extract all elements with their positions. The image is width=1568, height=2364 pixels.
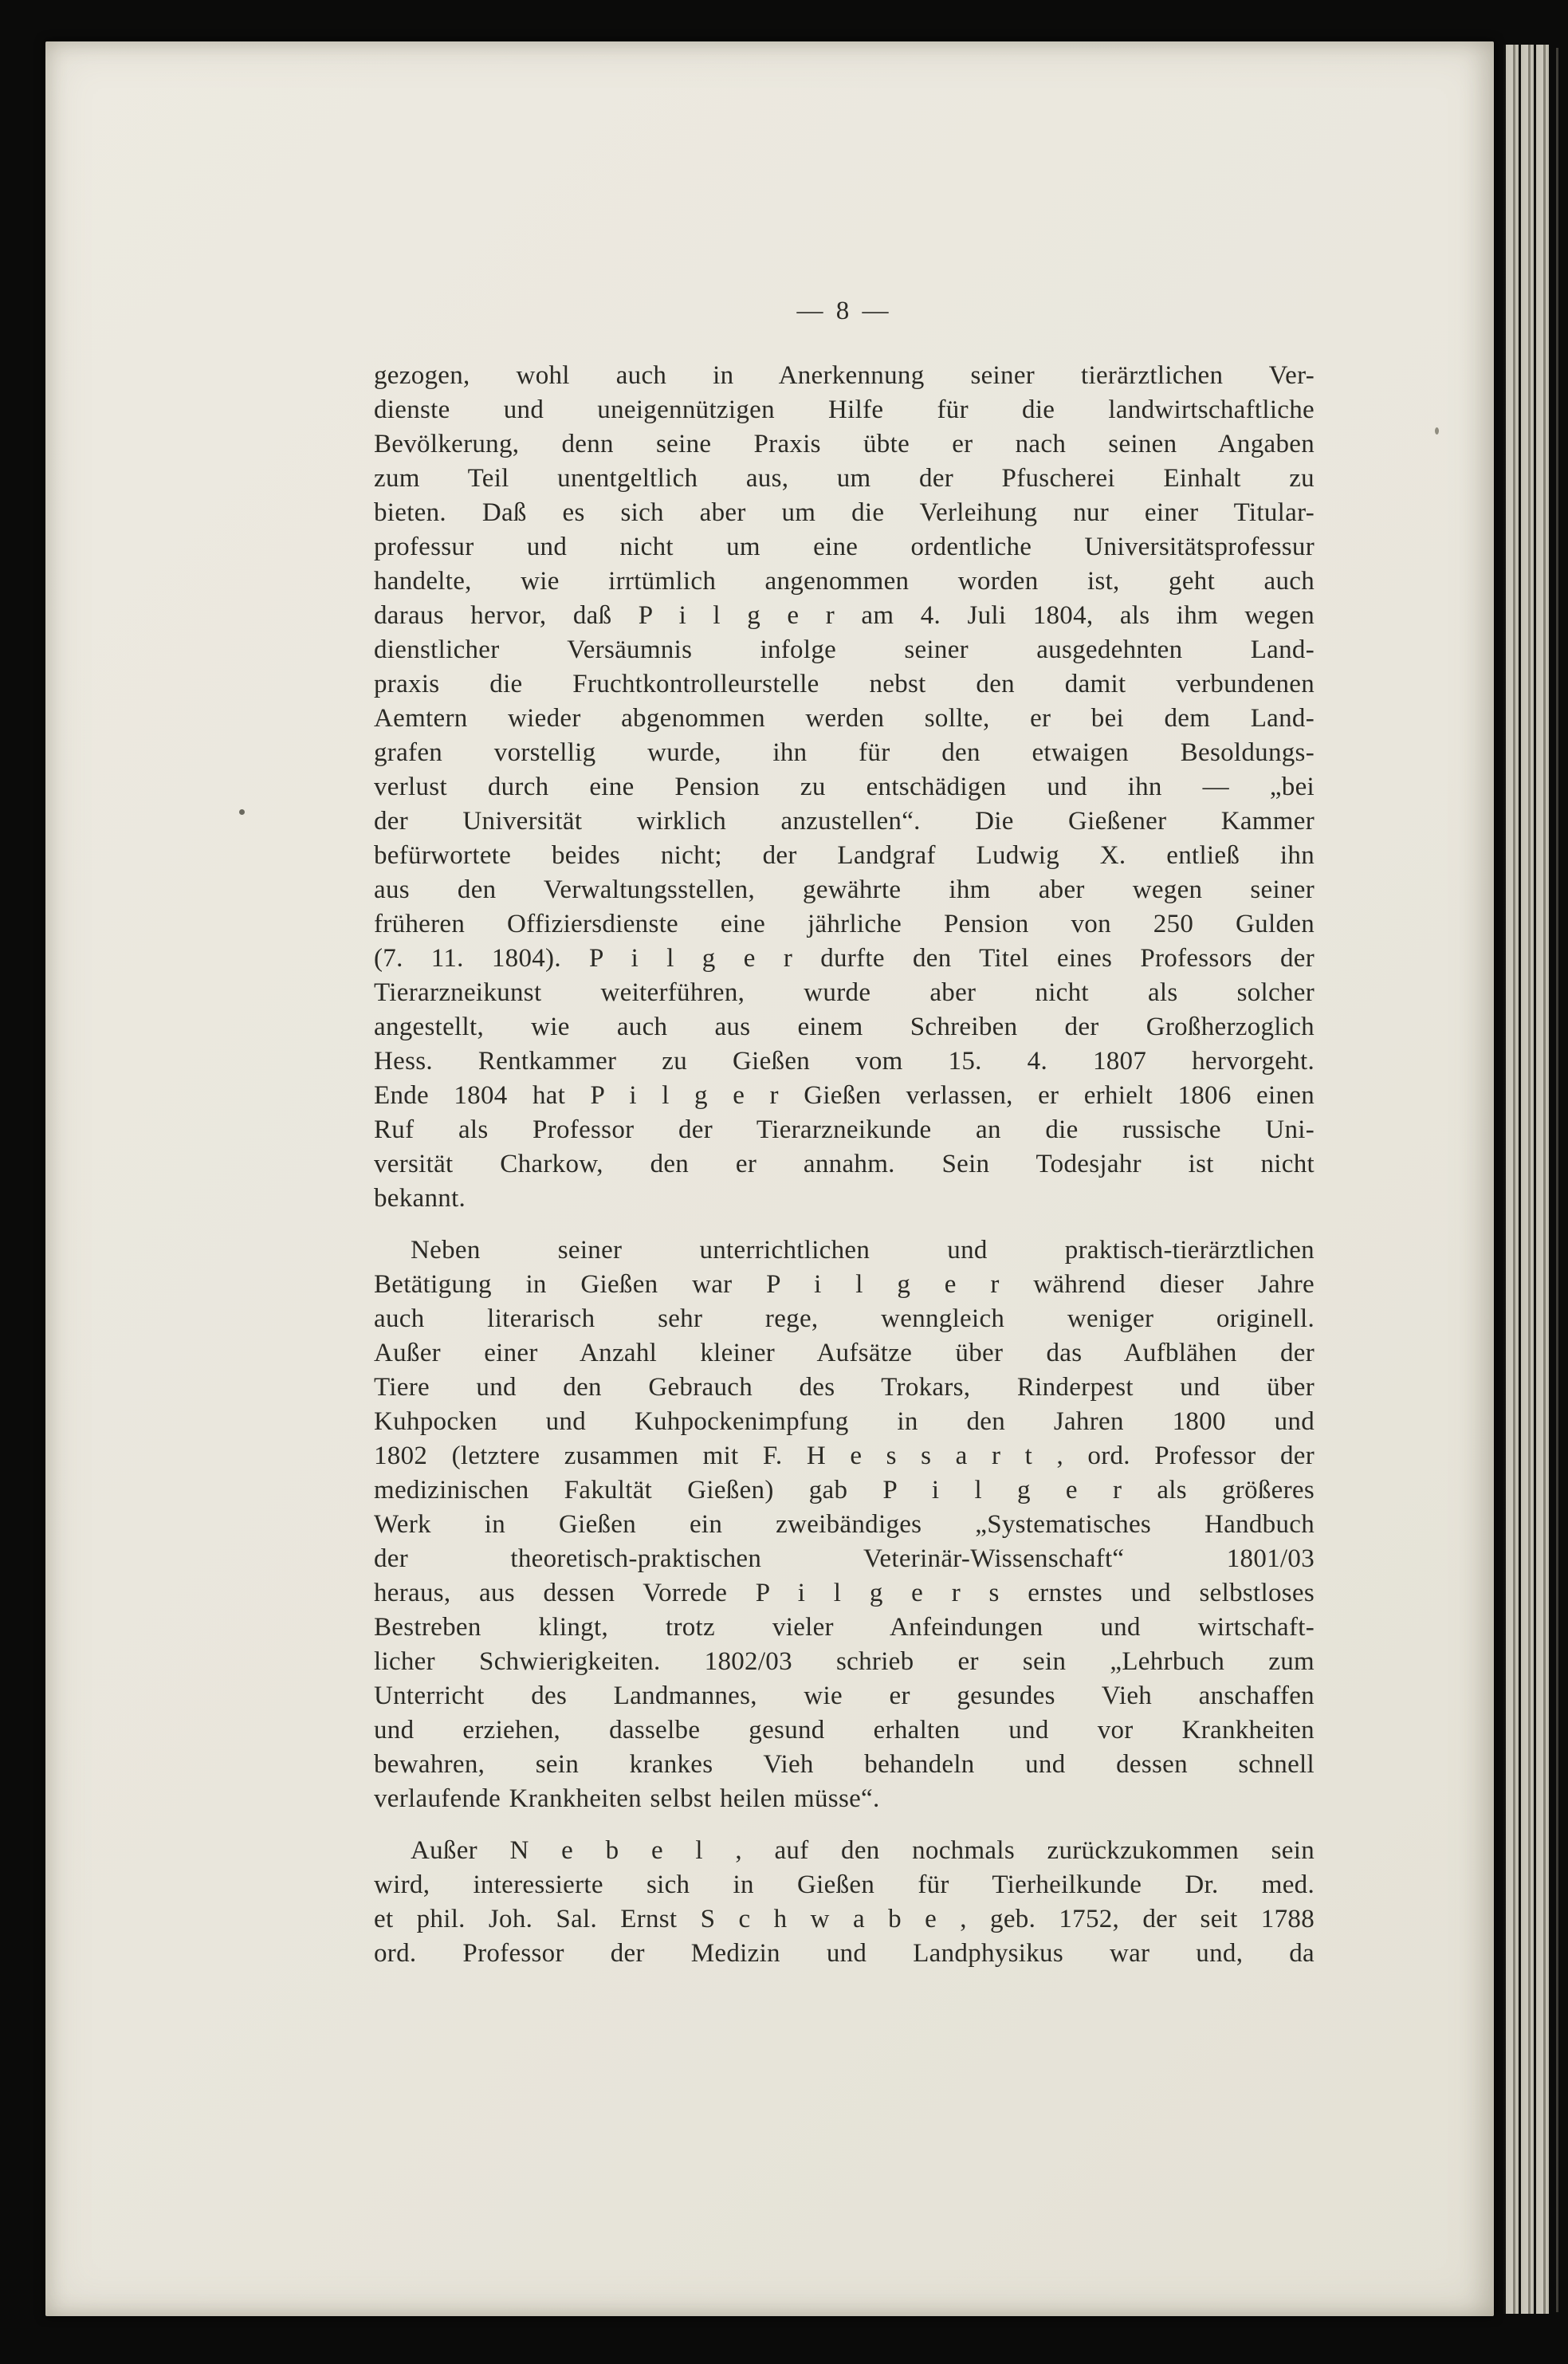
text-line: angestellt, wie auch aus einem Schreiben der Großherzoglich <box>374 1013 1315 1041</box>
text-line: Kuhpocken und Kuhpockenimpfung in den Jahren 1800 und <box>374 1407 1315 1436</box>
text-line: Außer einer Anzahl kleiner Aufsätze über das Aufblähen der <box>374 1339 1315 1367</box>
text-line: (7. 11. 1804). P i l g e r durfte den Titel eines Professors der <box>374 944 1315 973</box>
text-line: Tierarzneikunst weiterführen, wurde aber nicht als solcher <box>374 978 1315 1007</box>
text-line: Bevölkerung, denn seine Praxis übte er nach seinen Angaben <box>374 430 1315 458</box>
text-line: bewahren, sein krankes Vieh behandeln und dessen schnell <box>374 1750 1315 1779</box>
text-line: medizinischen Fakultät Gießen) gab P i l g e r als größeres <box>374 1476 1315 1505</box>
book-page-edges <box>1503 45 1550 2314</box>
page-text-block <box>374 359 1315 1971</box>
text-line: verlust durch eine Pension zu entschädigen und ihn — „bei <box>374 773 1315 801</box>
text-line: Bestreben klingt, trotz vieler Anfeindungen und wirtschaft- <box>374 1613 1315 1642</box>
book-page <box>45 41 1494 2316</box>
scan-artifact-speck <box>1435 427 1439 435</box>
text-line: verlaufende Krankheiten selbst heilen müsse“. <box>374 1784 880 1813</box>
text-line: dienste und uneigennützigen Hilfe für die landwirtschaftliche <box>374 395 1315 424</box>
text-line: ord. Professor der Medizin und Landphysikus war und, da <box>374 1939 1315 1968</box>
text-line: professur und nicht um eine ordentliche Universitätsprofessur <box>374 533 1315 561</box>
text-line: grafen vorstellig wurde, ihn für den etwaigen Besoldungs- <box>374 738 1315 767</box>
text-line: wird, interessierte sich in Gießen für Tierheilkunde Dr. med. <box>374 1870 1315 1899</box>
text-line: gezogen, wohl auch in Anerkennung seiner tierärztlichen Ver- <box>374 361 1315 390</box>
book-cover-edge <box>1556 48 1558 2312</box>
text-line: der Universität wirklich anzustellen“. Die Gießener Kammer <box>374 807 1315 836</box>
text-line: Unterricht des Landmannes, wie er gesundes Vieh anschaffen <box>374 1682 1315 1710</box>
text-line: handelte, wie irrtümlich angenommen worden ist, geht auch <box>374 567 1315 596</box>
text-line: Betätigung in Gießen war P i l g e r während dieser Jahre <box>374 1270 1315 1299</box>
text-line: Ruf als Professor der Tierarzneikunde an die russische Uni- <box>374 1115 1315 1144</box>
text-line: Hess. Rentkammer zu Gießen vom 15. 4. 1807 hervorgeht. <box>374 1047 1315 1076</box>
text-line: Werk in Gießen ein zweibändiges „Systematisches Handbuch <box>374 1510 1315 1539</box>
text-line: der theoretisch-praktischen Veterinär-Wissenschaft“ 1801/03 <box>374 1544 1315 1573</box>
text-line: zum Teil unentgeltlich aus, um der Pfuscherei Einhalt zu <box>374 464 1315 493</box>
text-line: versität Charkow, den er annahm. Sein Todesjahr ist nicht <box>374 1150 1315 1178</box>
text-line: bieten. Daß es sich aber um die Verleihung nur einer Titular- <box>374 498 1315 527</box>
text-line: Tiere und den Gebrauch des Trokars, Rinderpest und über <box>374 1373 1315 1402</box>
text-line: auch literarisch sehr rege, wenngleich weniger originell. <box>374 1304 1315 1333</box>
text-line: aus den Verwaltungsstellen, gewährte ihm aber wegen seiner <box>374 875 1315 904</box>
text-line: heraus, aus dessen Vorrede P i l g e r s ernstes und selbstloses <box>374 1579 1315 1607</box>
text-line: befürwortete beides nicht; der Landgraf Ludwig X. entließ ihn <box>374 841 1315 870</box>
text-line: Ende 1804 hat P i l g e r Gießen verlassen, er erhielt 1806 einen <box>374 1081 1315 1110</box>
text-line: Außer N e b e l , auf den nochmals zurückzukommen sein <box>411 1836 1315 1865</box>
paragraph <box>374 1233 1315 1816</box>
text-line: bekannt. <box>374 1184 466 1213</box>
text-line: 1802 (letztere zusammen mit F. H e s s a r t , ord. Professor der <box>374 1442 1315 1470</box>
scan-artifact-dot <box>239 809 245 815</box>
text-line: früheren Offiziersdienste eine jährliche Pension von 250 Gulden <box>374 910 1315 938</box>
text-line: und erziehen, dasselbe gesund erhalten und vor Krankheiten <box>374 1716 1315 1744</box>
text-line: praxis die Fruchtkontrolleurstelle nebst den damit verbundenen <box>374 670 1315 698</box>
text-line: Aemtern wieder abgenommen werden sollte, er bei dem Land- <box>374 704 1315 733</box>
text-line: licher Schwierigkeiten. 1802/03 schrieb er sein „Lehrbuch zum <box>374 1647 1315 1676</box>
text-line: daraus hervor, daß P i l g e r am 4. Juli 1804, als ihm wegen <box>374 601 1315 630</box>
paragraph <box>374 1834 1315 1971</box>
paragraph <box>374 359 1315 1216</box>
text-line: Neben seiner unterrichtlichen und praktisch-tierärztlichen <box>411 1236 1315 1265</box>
text-line: dienstlicher Versäumnis infolge seiner ausgedehnten Land- <box>374 635 1315 664</box>
text-line: et phil. Joh. Sal. Ernst S c h w a b e , geb. 1752, der seit 1788 <box>374 1905 1315 1933</box>
page-number: — 8 — <box>796 297 892 325</box>
